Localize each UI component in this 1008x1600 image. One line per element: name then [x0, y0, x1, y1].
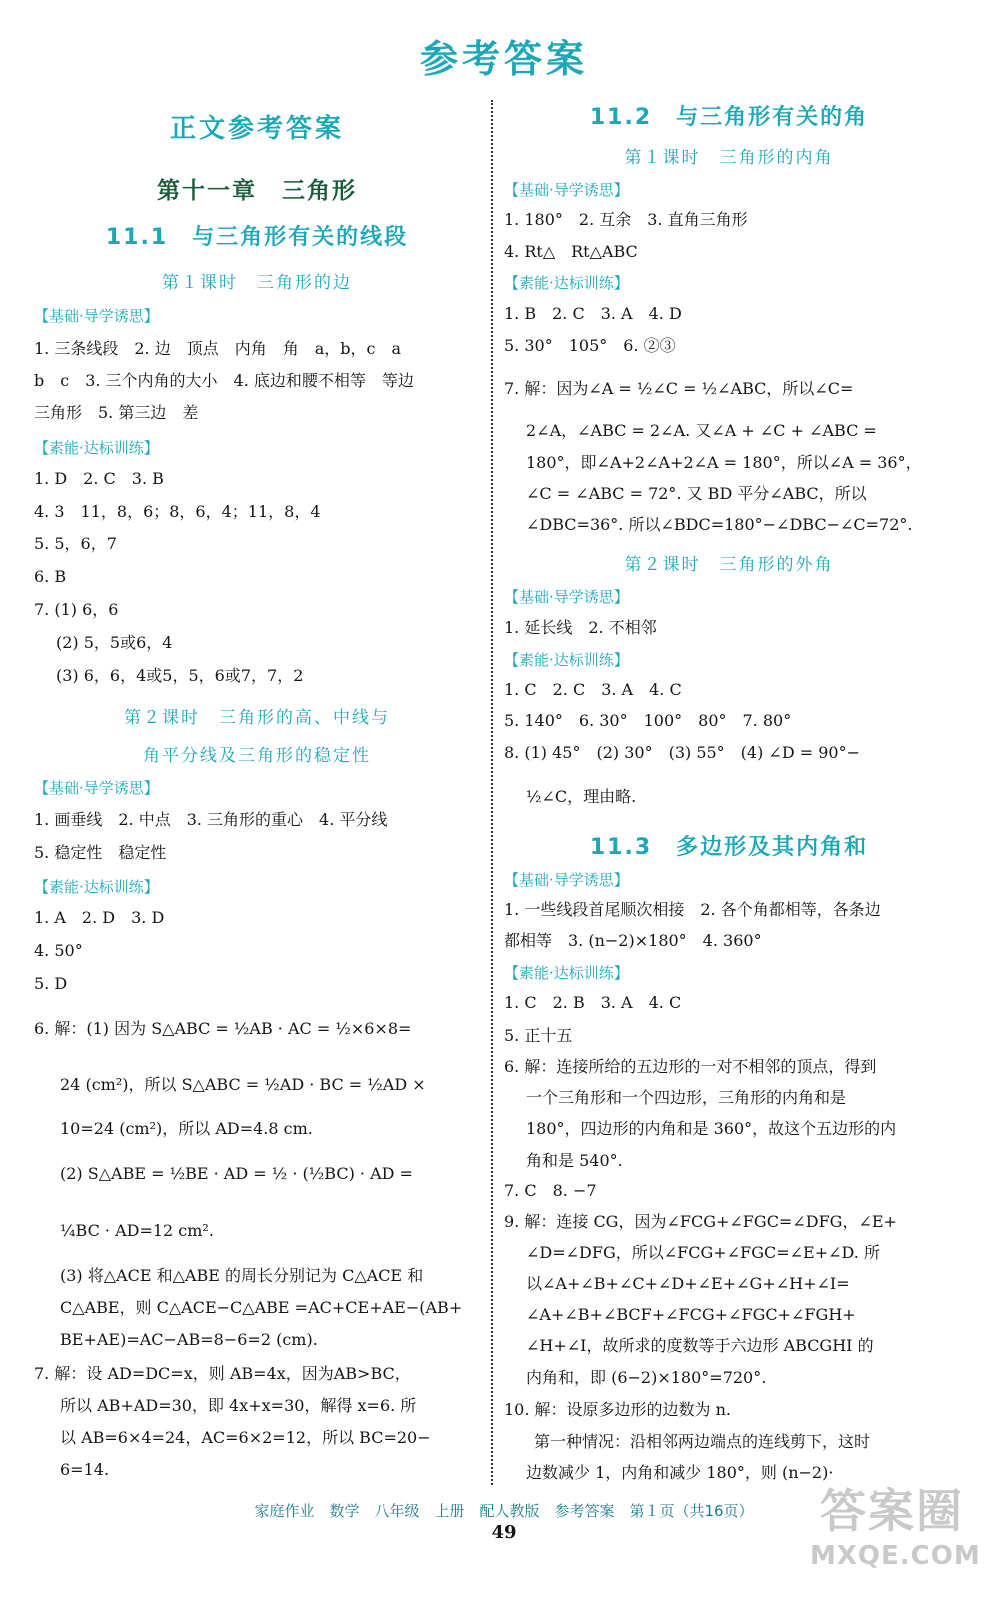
column-divider	[491, 100, 493, 1485]
answer-line: 第一种情况：沿相邻两边端点的连线剪下，这时	[534, 1432, 871, 1451]
answer-line: 6. 解：(1) 因为 S△ABC = ½AB · AC = ½×6×8=	[34, 1019, 412, 1038]
answer-line: 1. C 2. B 3. A 4. C	[504, 993, 682, 1012]
answer-line: ½∠C，理由略.	[526, 787, 637, 806]
answer-line: 7. 解：设 AD=DC=x，则 AB=4x，因为AB>BC，	[34, 1364, 411, 1383]
answer-line: 1. 三条线段 2. 边 顶点 内角 角 a，b，c a	[34, 339, 401, 358]
section-heading-11-2: 11.2 与三角形有关的角	[589, 105, 869, 130]
answer-line: 1. 180° 2. 互余 3. 直角三角形	[504, 210, 748, 229]
answer-line: 4. 50°	[34, 941, 83, 960]
main-answers-heading: 正文参考答案	[169, 114, 344, 144]
answer-line: 5. 140° 6. 30° 100° 80° 7. 80°	[504, 711, 792, 730]
answer-line: 内角和，即 (6−2)×180°=720°.	[526, 1368, 767, 1387]
page-footer: 家庭作业 数学 八年级 上册 配人教版 参考答案 第１页（共16页）	[254, 1502, 754, 1520]
lesson-heading: 第１课时 三角形的内角	[624, 148, 834, 168]
answer-line: 1. 延长线 2. 不相邻	[504, 618, 657, 637]
answer-line: (3) 将△ACE 和△ABE 的周长分别记为 C△ACE 和	[60, 1266, 424, 1285]
basic-tag: 【基础·导学诱思】	[34, 307, 159, 325]
basic-tag: 【基础·导学诱思】	[34, 779, 159, 797]
basic-tag: 【基础·导学诱思】	[504, 588, 629, 606]
answer-line: 4. 3 11，8，6；8，6，4；11，8，4	[34, 502, 321, 521]
answer-line: ∠A+∠B+∠BCF+∠FCG+∠FGC+∠FGH+	[526, 1305, 856, 1324]
answer-line: (2) S△ABE = ½BE · AD = ½ · (½BC) · AD =	[60, 1164, 413, 1183]
lesson-heading: 第１课时 三角形的边	[162, 273, 352, 293]
answer-line: 4. Rt△ Rt△ABC	[504, 242, 638, 261]
answer-line: 180°，即∠A+2∠A+2∠A = 180°，所以∠A = 36°，	[526, 453, 922, 472]
answer-line: 10. 解：设原多边形的边数为 n.	[504, 1400, 732, 1419]
answer-line: 1. 一些线段首尾顺次相接 2. 各个角都相等，各条边	[504, 900, 881, 919]
lesson-heading: 角平分线及三角形的稳定性	[143, 746, 371, 766]
answer-line: 边数减少 1，内角和减少 180°，则 (n−2)·	[526, 1463, 834, 1482]
chapter-heading: 第十一章 三角形	[157, 178, 357, 204]
answer-line: 7. (1) 6，6	[34, 600, 119, 619]
answer-line: 1. A 2. D 3. D	[34, 908, 165, 927]
skill-tag: 【素能·达标训练】	[504, 274, 629, 292]
skill-tag: 【素能·达标训练】	[504, 651, 629, 669]
answer-line: 6. 解：连接所给的五边形的一对不相邻的顶点，得到	[504, 1057, 877, 1076]
lesson-heading: 第２课时 三角形的外角	[624, 555, 834, 575]
answer-line: 所以 AB+AD=30，即 4x+x=30，解得 x=6. 所	[60, 1396, 417, 1415]
skill-tag: 【素能·达标训练】	[34, 439, 159, 457]
answer-line: 1. D 2. C 3. B	[34, 469, 164, 488]
answer-line: 1. 画垂线 2. 中点 3. 三角形的重心 4. 平分线	[34, 810, 388, 829]
answer-line: 角和是 540°.	[526, 1151, 623, 1170]
answer-line: ∠H+∠I，故所求的度数等于六边形 ABCGHI 的	[526, 1336, 874, 1355]
answer-line: BE+AE)=AC−AB=8−6=2 (cm).	[60, 1330, 318, 1349]
answer-line: 10=24 (cm²)，所以 AD=4.8 cm.	[60, 1119, 313, 1138]
answer-line: ¼BC · AD=12 cm².	[60, 1221, 214, 1240]
answer-line: 8. (1) 45° (2) 30° (3) 55° (4) ∠D = 90°−	[504, 743, 861, 762]
answer-line: 5. 稳定性 稳定性	[34, 843, 167, 862]
section-heading-11-1: 11.1 与三角形有关的线段	[105, 225, 409, 250]
answer-line: 9. 解：连接 CG，因为∠FCG+∠FGC=∠DFG，∠E+	[504, 1212, 897, 1231]
answer-line: 一个三角形和一个四边形，三角形的内角和是	[526, 1088, 847, 1107]
answer-line: 5. 5，6，7	[34, 534, 117, 553]
answer-line: ∠C = ∠ABC = 72°. 又 BD 平分∠ABC，所以	[526, 484, 867, 503]
answer-line: 7. 解：因为∠A = ½∠C = ½∠ABC，所以∠C=	[504, 379, 854, 398]
answer-line: (3) 6，6，4或5，5，6或7，7，2	[56, 666, 304, 685]
watermark-logo: 答案圈	[820, 1484, 964, 1538]
skill-tag: 【素能·达标训练】	[34, 878, 159, 896]
answer-line: 5. 30° 105° 6. ②③	[504, 336, 676, 355]
answer-line: C△ABE，则 C△ACE−C△ABE =AC+CE+AE−(AB+	[60, 1298, 463, 1317]
answer-line: 以 AB=6×4=24，AC=6×2=12，所以 BC=20−	[60, 1428, 431, 1447]
answer-line: 6=14.	[60, 1460, 110, 1479]
watermark-url: MXQE.COM	[810, 1541, 981, 1571]
answer-line: 7. C 8. −7	[504, 1181, 597, 1200]
answer-line: 24 (cm²)，所以 S△ABC = ½AD · BC = ½AD ×	[60, 1075, 426, 1094]
answer-line: 1. C 2. C 3. A 4. C	[504, 680, 682, 699]
answer-line: 5. 正十五	[504, 1026, 573, 1045]
answer-line: 三角形 5. 第三边 差	[34, 403, 199, 422]
answer-line: 2∠A，∠ABC = 2∠A. 又∠A + ∠C + ∠ABC =	[526, 421, 877, 440]
watermark	[810, 1475, 980, 1590]
answer-line: 以∠A+∠B+∠C+∠D+∠E+∠G+∠H+∠I=	[526, 1274, 850, 1293]
answer-line: b c 3. 三个内角的大小 4. 底边和腰不相等 等边	[34, 371, 414, 390]
lesson-heading: 第２课时 三角形的高、中线与	[124, 708, 390, 728]
section-heading-11-3: 11.3 多边形及其内角和	[589, 835, 869, 860]
answer-line: 都相等 3. (n−2)×180° 4. 360°	[504, 931, 762, 950]
basic-tag: 【基础·导学诱思】	[504, 871, 629, 889]
basic-tag: 【基础·导学诱思】	[504, 181, 629, 199]
answer-line: 180°，四边形的内角和是 360°，故这个五边形的内	[526, 1119, 897, 1138]
answer-line: 5. D	[34, 974, 68, 993]
answer-line: (2) 5，5或6，4	[56, 633, 173, 652]
skill-tag: 【素能·达标训练】	[504, 964, 629, 982]
answer-line: ∠DBC=36°. 所以∠BDC=180°−∠DBC−∠C=72°.	[526, 515, 913, 534]
page-number: 49	[491, 1522, 517, 1543]
page-title: 参考答案	[419, 37, 588, 81]
answer-line: ∠D=∠DFG，所以∠FCG+∠FGC=∠E+∠D. 所	[526, 1243, 880, 1262]
answer-line: 1. B 2. C 3. A 4. D	[504, 304, 682, 323]
answer-line: 6. B	[34, 567, 67, 586]
